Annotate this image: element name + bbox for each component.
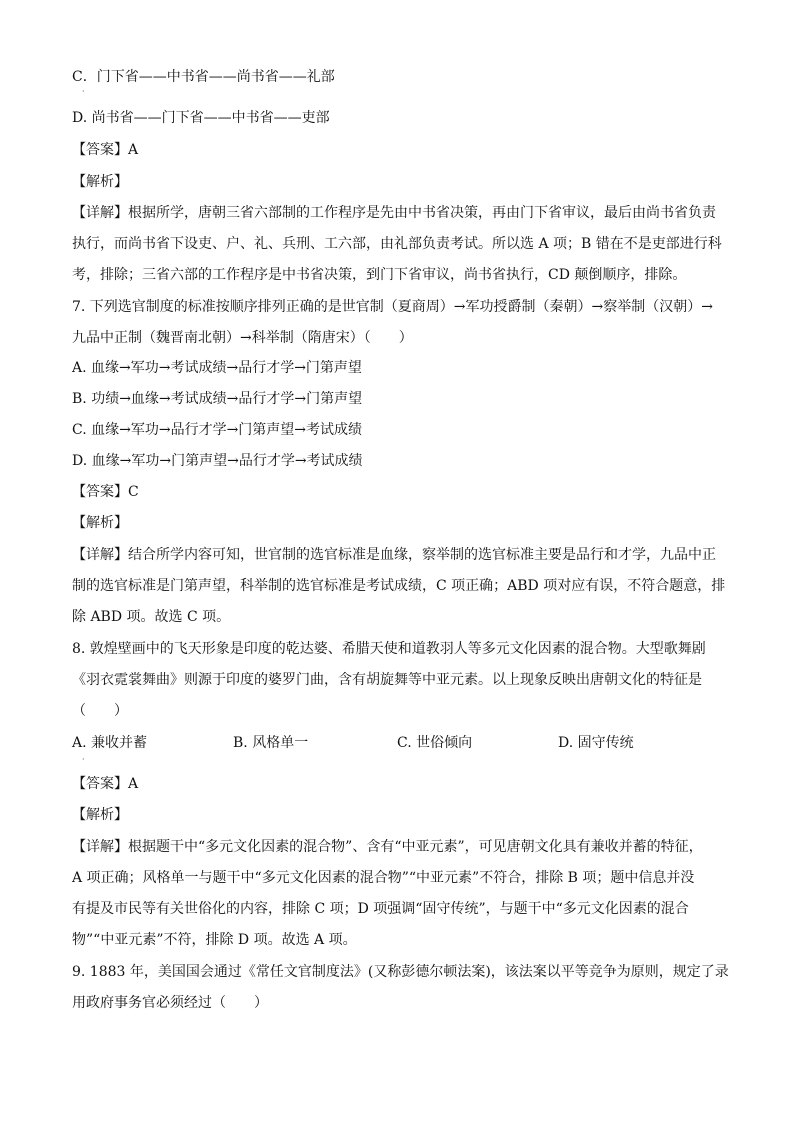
question-9-stem-line: 9. 1883 年，美国国会通过《常任文官制度法》(又称彭德尔顿法案)，该法案以平等竞争为原则，规定了录 <box>72 964 729 980</box>
question-7-detail-line: 制的选官标准是门第声望，科举制的选官标准是考试成绩，C 项正确；ABD 项对应有误，不符合题意，排 <box>72 578 726 594</box>
question-7-option-b: B. 功绩→血缘→考试成绩→品行才学→门第声望 <box>72 391 363 407</box>
option-d-prev: D. 尚书省——门下省——中书省——吏部 <box>72 110 330 126</box>
question-8-stem <box>72 639 732 732</box>
option-c-prev: C．门下省——中书省——尚书省——礼部 <box>72 69 335 85</box>
question-8-detail-line: 【详解】根据题干中“多元文化因素的混合物”、含有“中亚元素”，可见唐朝文化具有兼收并蓄的特征， <box>72 839 703 855</box>
analysis-prev: 【解析】 <box>72 174 128 190</box>
detail-prev-line: 【详解】根据所学，唐朝三省六部制的工作程序是先由中书省决策，再由门下省审议，最后由尚书省负责 <box>72 205 716 221</box>
question-7-stem <box>72 297 732 359</box>
question-8-option-d: D. 固守传统 <box>558 735 634 751</box>
question-7-option-d: D. 血缘→军功→门第声望→品行才学→考试成绩 <box>72 453 363 469</box>
question-8-detail <box>72 837 732 961</box>
question-8-answer: 【答案】A <box>72 776 139 792</box>
question-7-detail-line: 除 ABD 项。故选 C 项。 <box>72 609 231 625</box>
question-7-stem-line: 九品中正制（魏晋南北朝）→科举制（隋唐宋）（ ） <box>72 330 413 346</box>
question-7-stem-line: 7. 下列选官制度的标准按顺序排列正确的是世官制（夏商周）→军功授爵制（秦朝）→察举制（汉朝）→ <box>72 299 713 315</box>
question-8-option-a: A. 兼收并蓄 <box>72 735 148 751</box>
question-7-detail <box>72 545 732 638</box>
answer-prev: 【答案】A <box>72 142 139 158</box>
question-7-analysis: 【解析】 <box>72 515 128 531</box>
question-8-detail-line: A 项正确；风格单一与题干中“多元文化因素的混合物”“中亚元素”不符合，排除 B 项；题中信息并没 <box>72 870 695 886</box>
question-9-stem-line: 用政府事务官必须经过（ ） <box>72 995 268 1011</box>
question-7-detail-line: 【详解】结合所学内容可知，世官制的选官标准是血缘，察举制的选官标准主要是品行和才学，九品中正 <box>72 547 716 563</box>
question-8-stem-line: 8. 敦煌壁画中的飞天形象是印度的乾达婆、希腊天使和道教羽人等多元文化因素的混合物。大型歌舞剧 <box>72 641 706 657</box>
detail-prev-line: 执行，而尚书省下设吏、户、礼、兵刑、工六部，由礼部负责考试。所以选 A 项；B 错在不是吏部进行科 <box>72 236 722 252</box>
detail-prev <box>72 203 732 296</box>
question-8-detail-line: 物”“中亚元素”不符，排除 D 项。故选 A 项。 <box>72 932 357 948</box>
question-7-answer: 【答案】C <box>72 484 139 500</box>
stray-dot: · <box>82 755 85 764</box>
question-8-option-b: B. 风格单一 <box>233 735 309 751</box>
question-8-detail-line: 有提及市民等有关世俗化的内容，排除 C 项；D 项强调“固守传统”，与题干中“多元文化因素的混合 <box>72 901 689 917</box>
stray-dot: · <box>82 87 85 96</box>
question-7-option-c: C. 血缘→军功→品行才学→门第声望→考试成绩 <box>72 422 363 438</box>
question-8-analysis: 【解析】 <box>72 807 128 823</box>
question-9-stem <box>72 962 732 1024</box>
question-8-stem-line: （ ） <box>72 703 128 719</box>
question-7-option-a: A. 血缘→军功→考试成绩→品行才学→门第声望 <box>72 360 362 376</box>
detail-prev-line: 考，排除；三省六部的工作程序是中书省决策，到门下省审议，尚书省执行，CD 颠倒顺序，排除。 <box>72 267 687 283</box>
question-8-option-c: C. 世俗倾向 <box>397 735 473 751</box>
question-8-stem-line: 《羽衣霓裳舞曲》则源于印度的婆罗门曲，含有胡旋舞等中亚元素。以上现象反映出唐朝文化的特征是 <box>72 672 702 688</box>
